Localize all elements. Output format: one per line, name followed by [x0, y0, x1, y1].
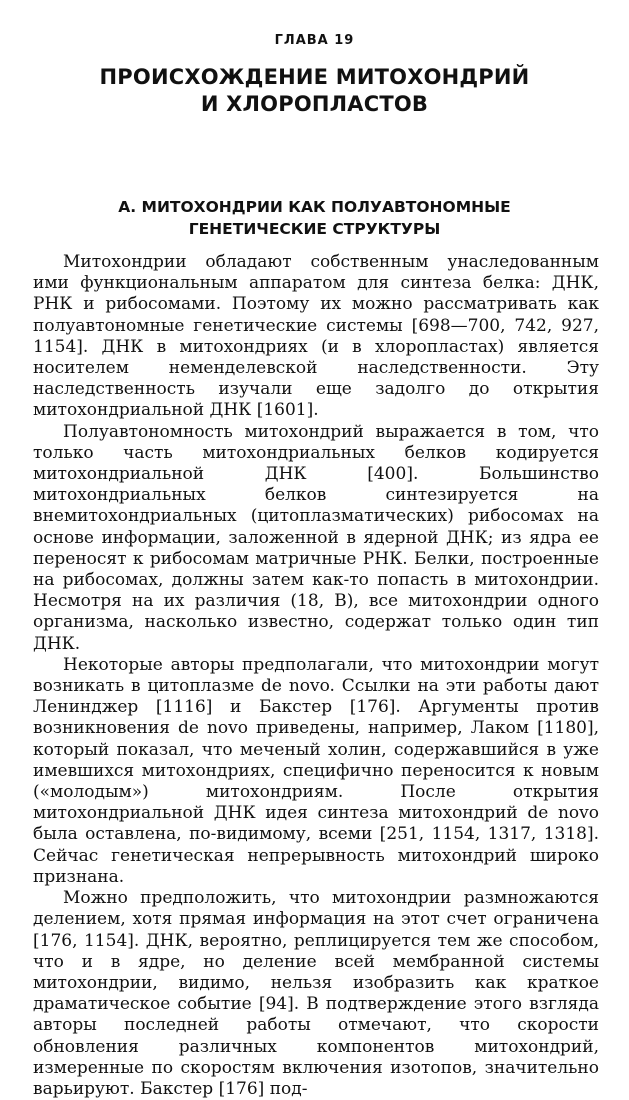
chapter-title-line-2: И ХЛОРОПЛАСТОВ: [200, 92, 429, 116]
paragraph: Митохондрии обладают собственным унаследованным ими функциональным аппаратом для синтеза белка: ДНК, РНК и рибосомами. Поэтому их можно рассматривать как полуавтономные генетические системы [698—700, 742, 927, 1154]. ДНК в митохондриях (и в хлоропластах) является носителем неменделевской наследственности. Эту наследственность изучали еще задолго до открытия митохондриальной ДНК [1601].: [33, 252, 599, 421]
section-title-line-2: ГЕНЕТИЧЕСКИЕ СТРУКТУРЫ: [188, 220, 441, 238]
chapter-label: ГЛАВА 19: [274, 33, 355, 48]
section-title-line-1: А. МИТОХОНДРИИ КАК ПОЛУАВТОНОМНЫЕ: [118, 198, 511, 216]
paragraph: Полуавтономность митохондрий выражается в том, что только часть митохондриальных белков кодируется митохондриальной ДНК [400]. Большинство митохондриальных белков синтезируется на внемитохондриальных (цитоплазматических) рибосомах на основе информации, заложенной в ядерной ДНК; из ядра ее переносят к рибосомам матричные РНК. Белки, построенные на рибосомах, должны затем как-то попасть в митохондрии. Несмотря на их различия (18, В), все митохондрии одного организма, насколько известно, содержат только один тип ДНК.: [33, 421, 599, 654]
paragraph: Некоторые авторы предполагали, что митохондрии могут возникать в цитоплазме de novo. Ссылки на эти работы дают Ленинджер [1116] и Бакстер [176]. Аргументы против возникновения de novo приведены, например, Лаком [1180], который показал, что меченый холин, содержавшийся в уже имевшихся митохондриях, специфично переносится к новым («молодым») митохондриям. После открытия митохондриальной ДНК идея синтеза митохондрий de novo была оставлена, по-видимому, всеми [251, 1154, 1317, 1318]. Сейчас генетическая непрерывность митохондрий широко признана.: [33, 654, 599, 887]
paragraph: Можно предположить, что митохондрии размножаются делением, хотя прямая информация на этот счет ограничена [176, 1154]. ДНК, вероятно, реплицируется тем же способом, что и в ядре, но деление всей мембранной системы митохондрии, видимо, нельзя изобразить как краткое драматическое событие [94]. В подтверждение этого взгляда авторы последней работы отмечают, что скорости обновления различных компонентов митохондрий, измеренные по скоростям включения изотопов, значительно варьируют. Бакстер [176] под-: [33, 888, 599, 1099]
chapter-title-line-1: ПРОИСХОЖДЕНИЕ МИТОХОНДРИЙ: [99, 65, 530, 89]
section-title: [0, 196, 629, 240]
chapter-title: [0, 64, 629, 118]
body-text: [33, 252, 599, 1100]
